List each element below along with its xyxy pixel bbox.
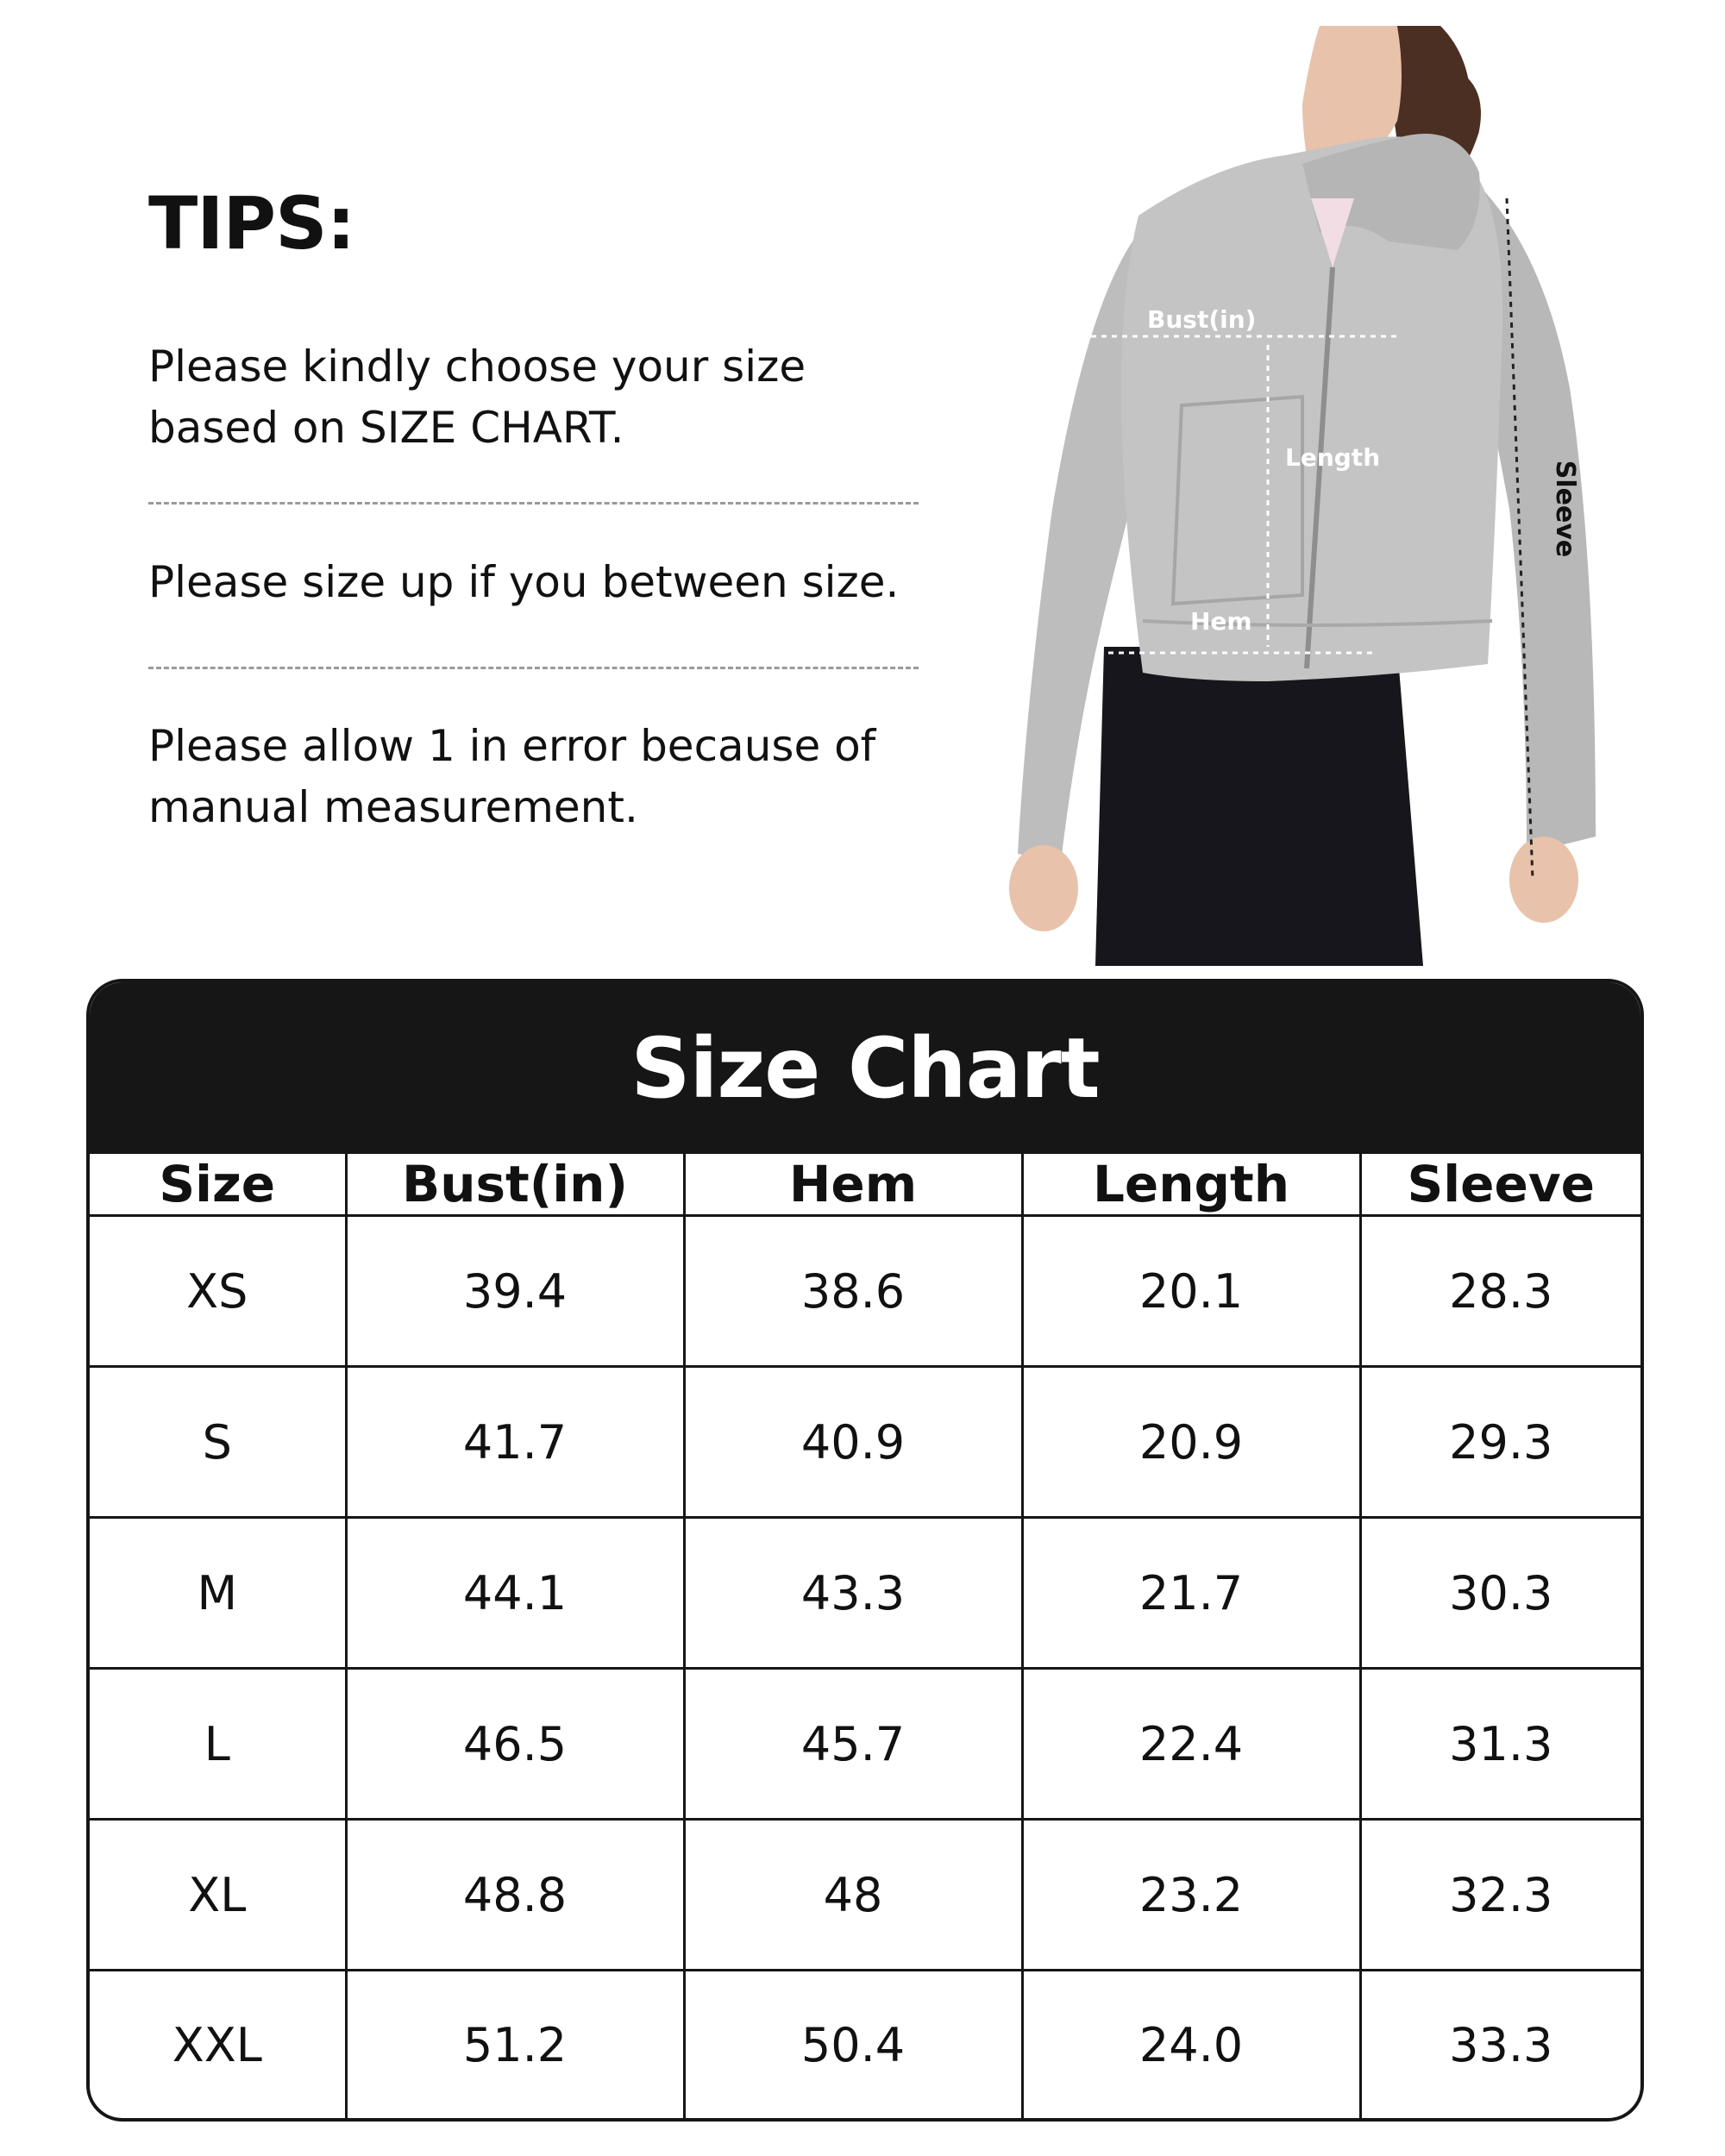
size-cell: XXL [90, 1971, 346, 2118]
table-row [90, 1971, 1640, 2118]
hoodie-measurement-diagram [992, 26, 1630, 966]
hem-cell: 40.9 [684, 1367, 1022, 1518]
bust-cell: 48.8 [346, 1820, 684, 1971]
right-hand-shape [1509, 837, 1578, 923]
table-header-row [90, 1154, 1640, 1216]
column-header-sleeve: Sleeve [1360, 1154, 1640, 1216]
size-cell: XS [90, 1216, 346, 1367]
sleeve-label: Sleeve [1550, 460, 1580, 558]
length-cell: 21.7 [1022, 1518, 1360, 1669]
size-cell: L [90, 1669, 346, 1820]
size-chart [86, 979, 1644, 2122]
hem-label: Hem [1190, 607, 1252, 636]
model-illustration [992, 26, 1630, 966]
hem-cell: 43.3 [684, 1518, 1022, 1669]
column-header-bust: Bust(in) [346, 1154, 684, 1216]
bust-label: Bust(in) [1147, 305, 1257, 334]
sleeve-cell: 33.3 [1360, 1971, 1640, 2118]
size-cell: XL [90, 1820, 346, 1971]
tips-title: TIPS: [148, 181, 355, 266]
bust-cell: 39.4 [346, 1216, 684, 1367]
column-header-length: Length [1022, 1154, 1360, 1216]
size-table [90, 1154, 1640, 2118]
sleeve-cell: 31.3 [1360, 1669, 1640, 1820]
leggings-shape [1095, 647, 1423, 966]
hem-cell: 50.4 [684, 1971, 1022, 2118]
table-row [90, 1367, 1640, 1518]
size-chart-title: Size Chart [630, 1019, 1100, 1117]
sleeve-cell: 28.3 [1360, 1216, 1640, 1367]
length-cell: 20.9 [1022, 1367, 1360, 1518]
left-hand-shape [1009, 845, 1078, 931]
hem-cell: 38.6 [684, 1216, 1022, 1367]
table-row [90, 1669, 1640, 1820]
sleeve-cell: 30.3 [1360, 1518, 1640, 1669]
hem-cell: 45.7 [684, 1669, 1022, 1820]
length-cell: 24.0 [1022, 1971, 1360, 2118]
size-chart-header [90, 982, 1640, 1154]
tip-item-2: Please size up if you between size. [148, 557, 900, 607]
tip-divider [148, 502, 919, 505]
table-row [90, 1820, 1640, 1971]
tip-divider [148, 667, 919, 669]
tip-item-1: Please kindly choose your size based on SIZE CHART. [148, 342, 806, 453]
sleeve-cell: 32.3 [1360, 1820, 1640, 1971]
length-label: Length [1285, 443, 1381, 472]
tip-item-3: Please allow 1 in error because of manual measurement. [148, 721, 876, 832]
bust-cell: 44.1 [346, 1518, 684, 1669]
table-row [90, 1518, 1640, 1669]
bust-cell: 51.2 [346, 1971, 684, 2118]
table-row [90, 1216, 1640, 1367]
sleeve-cell: 29.3 [1360, 1367, 1640, 1518]
length-cell: 22.4 [1022, 1669, 1360, 1820]
column-header-hem: Hem [684, 1154, 1022, 1216]
size-cell: S [90, 1367, 346, 1518]
bust-cell: 46.5 [346, 1669, 684, 1820]
size-cell: M [90, 1518, 346, 1669]
length-cell: 20.1 [1022, 1216, 1360, 1367]
length-cell: 23.2 [1022, 1820, 1360, 1971]
bust-cell: 41.7 [346, 1367, 684, 1518]
column-header-size: Size [90, 1154, 346, 1216]
hem-cell: 48 [684, 1820, 1022, 1971]
